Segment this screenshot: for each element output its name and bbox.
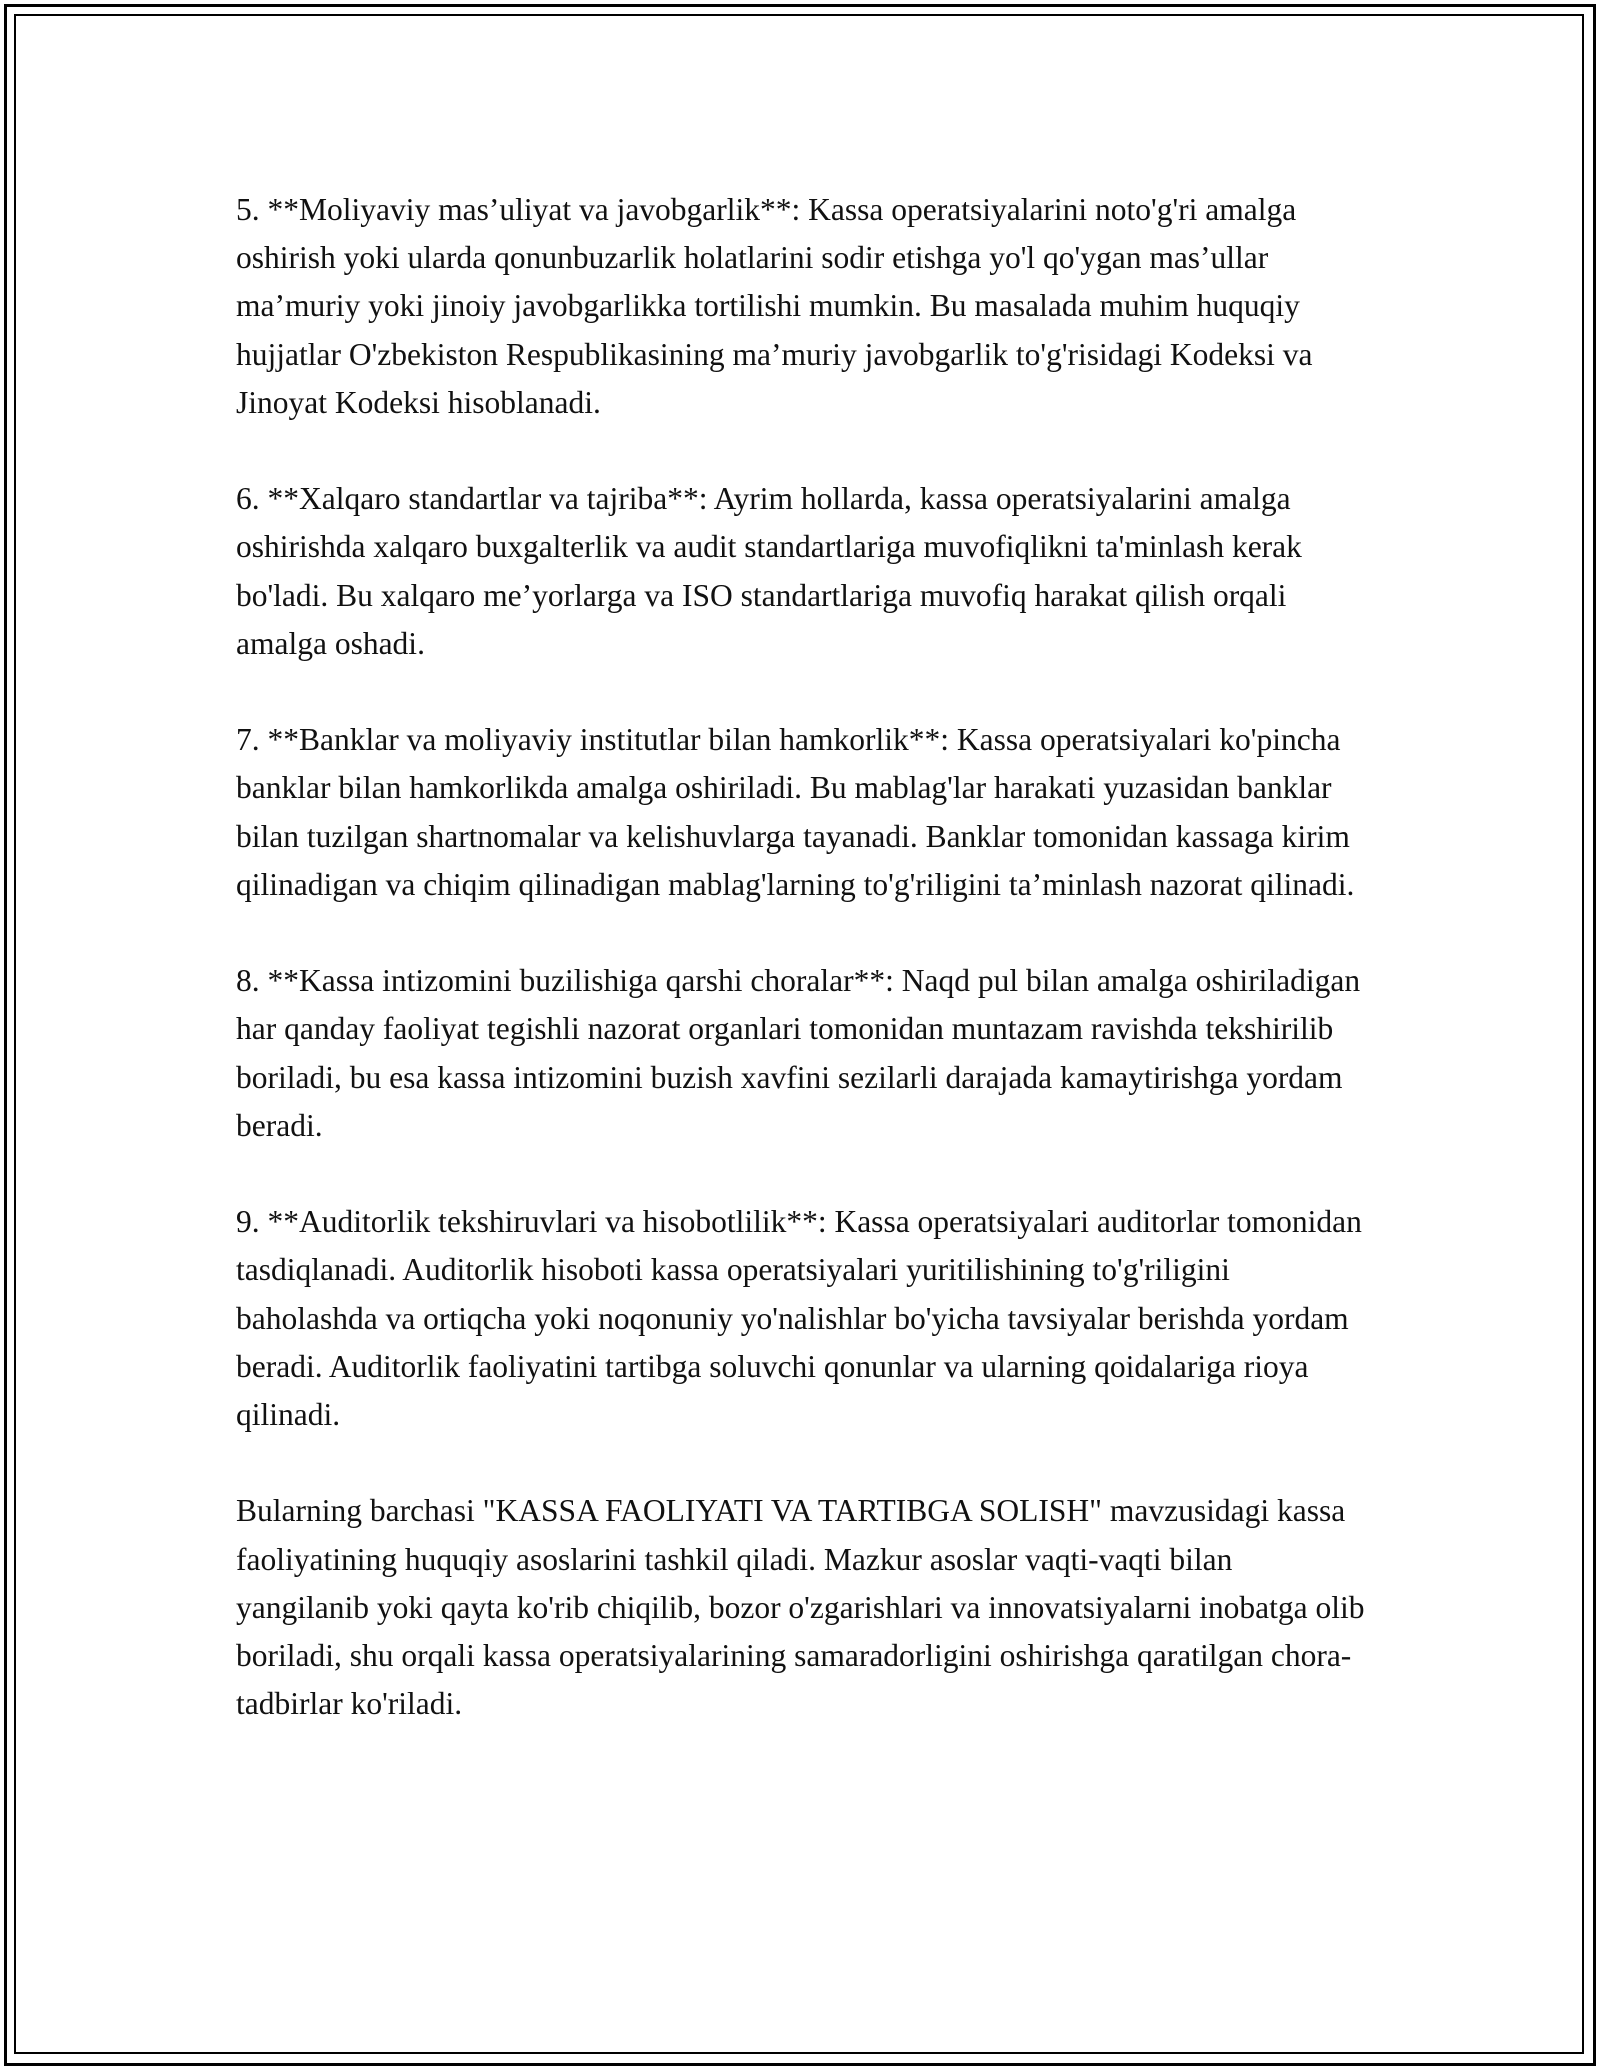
- paragraph-7-bank-cooperation: 7. **Banklar va moliyaviy institutlar bilan hamkorlik**: Kassa operatsiyalari ko'pincha banklar bilan hamkorlikda amalga oshiriladi. Bu mablag'lar harakati yuzasidan banklar bilan tuzilgan shartnomalar va kelishuvlarga tayanadi. Banklar tomonidan kassaga kirim qilinadigan va chiqim qilinadigan mablag'larning to'g'riligini ta’minlash nazorat qilinadi.: [236, 722, 1355, 902]
- paragraph-9-audit-reporting: 9. **Auditorlik tekshiruvlari va hisobotlilik**: Kassa operatsiyalari auditorlar tomonidan tasdiqlanadi. Auditorlik hisoboti kassa operatsiyalari yuritilishining to'g'riligini baholashda va ortiqcha yoki noqonuniy yo'nalishlar bo'yicha tavsiyalar berishda yordam beradi. Auditorlik faoliyatini tartibga soluvchi qonunlar va ularning qoidalariga rioya qilinadi.: [236, 1204, 1362, 1433]
- paragraph-8-cash-discipline-measures: 8. **Kassa intizomini buzilishiga qarshi choralar**: Naqd pul bilan amalga oshiriladigan har qanday faoliyat tegishli nazorat organlari tomonidan muntazam ravishda tekshirilib boriladi, bu esa kassa intizomini buzish xavfini sezilarli darajada kamaytirishga yordam beradi.: [236, 963, 1361, 1143]
- paragraph-6-international-standards: 6. **Xalqaro standartlar va tajriba**: Ayrim hollarda, kassa operatsiyalarini amalga oshirishda xalqaro buxgalterlik va audit standartlariga muvofiqlikni ta'minlash kerak bo'ladi. Bu xalqaro me’yorlarga va ISO standartlariga muvofiq harakat qilish orqali amalga oshadi.: [236, 481, 1302, 661]
- paragraph-conclusion: Bularning barchasi "KASSA FAOLIYATI VA TARTIBGA SOLISH" mavzusidagi kassa faoliyatining huquqiy asoslarini tashkil qiladi. Mazkur asoslar vaqti-vaqti bilan yangilanib yoki qayta ko'rib chiqilib, bozor o'zgarishlari va innovatsiyalarni inobatga olib boriladi, shu orqali kassa operatsiyalarining samaradorligini oshirishga qaratilgan chora-tadbirlar ko'riladi.: [236, 1493, 1365, 1722]
- paragraph-5-financial-responsibility: 5. **Moliyaviy mas’uliyat va javobgarlik**: Kassa operatsiyalarini noto'g'ri amalga oshirish yoki ularda qonunbuzarlik holatlarini sodir etishga yo'l qo'ygan mas’ullar ma’muriy yoki jinoiy javobgarlikka tortilishi mumkin. Bu masalada muhim huquqiy hujjatlar O'zbekiston Respublikasining ma’muriy javobgarlik to'g'risidagi Kodeksi va Jinoyat Kodeksi hisoblanadi.: [236, 192, 1313, 420]
- document-body: [236, 186, 1366, 1777]
